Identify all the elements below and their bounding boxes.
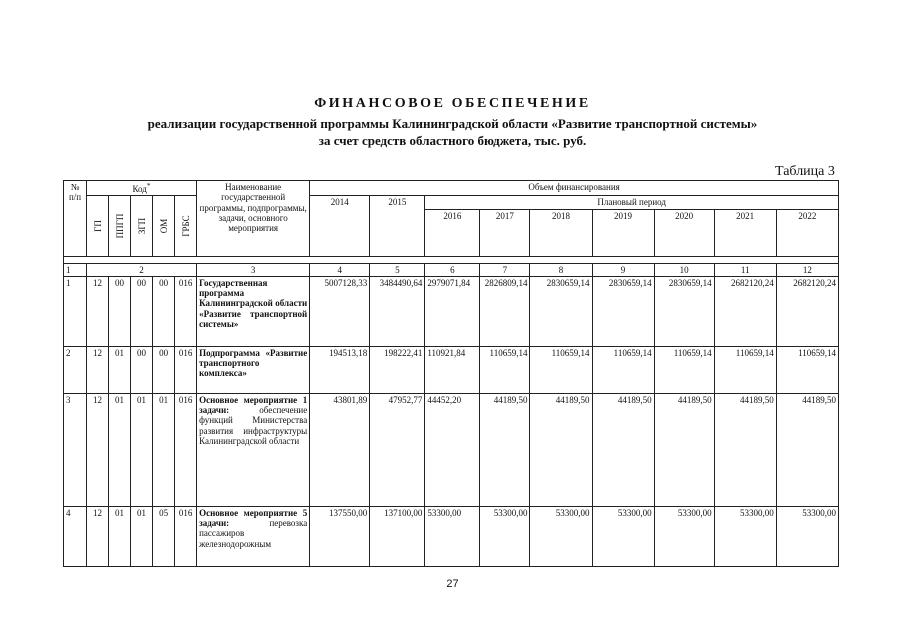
row-name-bold: Подпрограмма «Развитие транспортного комплекса» — [199, 347, 308, 379]
row-value: 2979071,84 — [425, 276, 480, 346]
row-name-text: перевозка пассажиров железнодорожным — [199, 518, 308, 549]
table-label: Таблица 3 — [775, 164, 835, 179]
document-subtitle-units: за счет средств областного бюджета, тыс. руб. — [318, 133, 587, 148]
header-code-gp: ГП — [87, 196, 109, 256]
row-code: 016 — [175, 393, 197, 506]
header-year: 2018 — [530, 209, 592, 256]
row-value: 44189,50 — [654, 393, 714, 506]
row-value: 43801,89 — [310, 393, 370, 506]
row-value: 137100,00 — [370, 506, 425, 566]
row-value: 44189,50 — [776, 393, 838, 506]
row-value: 110659,14 — [480, 346, 530, 393]
row-value: 2682120,24 — [714, 276, 776, 346]
column-number: 2 — [87, 263, 197, 276]
row-name — [197, 393, 310, 506]
row-value: 194513,18 — [310, 346, 370, 393]
column-number: 1 — [64, 263, 87, 276]
row-code: 01 — [109, 506, 131, 566]
row-value: 137550,00 — [310, 506, 370, 566]
row-name — [197, 506, 310, 566]
row-value: 44452,20 — [425, 393, 480, 506]
row-value: 2830659,14 — [654, 276, 714, 346]
row-name — [197, 346, 310, 393]
column-number: 6 — [425, 263, 480, 276]
row-value: 198222,41 — [370, 346, 425, 393]
header-year: 2022 — [776, 209, 838, 256]
header-code: Код* — [87, 181, 197, 196]
row-code: 12 — [87, 506, 109, 566]
row-code: 00 — [153, 346, 175, 393]
row-code: 016 — [175, 506, 197, 566]
header-funding: Объем финансирования — [310, 181, 839, 196]
page-number: 27 — [446, 578, 459, 590]
row-value: 53300,00 — [714, 506, 776, 566]
column-number: 10 — [654, 263, 714, 276]
row-value: 5007128,33 — [310, 276, 370, 346]
row-value: 44189,50 — [592, 393, 654, 506]
separator-row — [64, 256, 839, 263]
row-value: 3484490,64 — [370, 276, 425, 346]
row-value: 53300,00 — [592, 506, 654, 566]
row-code: 016 — [175, 276, 197, 346]
row-code: 00 — [131, 346, 153, 393]
header-code-grbs: ГРБС — [175, 196, 197, 256]
column-number: 12 — [776, 263, 838, 276]
row-name-bold: Основное мероприятие 1 задачи: — [199, 394, 308, 416]
row-value: 2826809,14 — [480, 276, 530, 346]
row-value: 53300,00 — [654, 506, 714, 566]
row-code: 00 — [131, 276, 153, 346]
row-code: 00 — [153, 276, 175, 346]
column-number: 3 — [197, 263, 310, 276]
header-year: 2020 — [654, 209, 714, 256]
row-code: 01 — [109, 346, 131, 393]
row-code: 01 — [131, 506, 153, 566]
row-name-bold: Государственная программа Калининградской области «Развитие транспортной системы» — [199, 277, 308, 330]
row-name-bold: Основное мероприятие 5 задачи: — [199, 507, 308, 529]
table-row — [64, 393, 839, 506]
document-title: ФИНАНСОВОЕ ОБЕСПЕЧЕНИЕ — [314, 96, 591, 111]
row-value: 53300,00 — [480, 506, 530, 566]
row-number: 4 — [64, 506, 87, 566]
row-name — [197, 276, 310, 346]
row-name-text: обеспечение функций Министерства развития инфраструктуры Калининградской области — [199, 405, 308, 447]
column-number: 7 — [480, 263, 530, 276]
column-number: 4 — [310, 263, 370, 276]
table-row — [64, 276, 839, 346]
row-code: 01 — [153, 393, 175, 506]
column-number: 11 — [714, 263, 776, 276]
row-value: 110659,14 — [592, 346, 654, 393]
row-value: 110659,14 — [714, 346, 776, 393]
row-value: 110659,14 — [776, 346, 838, 393]
row-value: 44189,50 — [480, 393, 530, 506]
row-value: 53300,00 — [776, 506, 838, 566]
row-code: 12 — [87, 393, 109, 506]
header-year: 2017 — [480, 209, 530, 256]
header-row-2 — [64, 196, 839, 209]
row-number: 1 — [64, 276, 87, 346]
header-year: 2016 — [425, 209, 480, 256]
row-code: 016 — [175, 346, 197, 393]
row-value: 2682120,24 — [776, 276, 838, 346]
row-code: 01 — [131, 393, 153, 506]
header-code-om: ОМ — [153, 196, 175, 256]
row-code: 12 — [87, 346, 109, 393]
header-code-ppgp: ППГП — [109, 196, 131, 256]
document-subtitle: реализации государственной программы Калининградской области «Развитие транспортной системы» — [147, 116, 758, 131]
header-planned: Плановый период — [425, 196, 839, 209]
row-value: 44189,50 — [530, 393, 592, 506]
header-name: Наименование государственной программы, подпрограммы, задачи, основного мероприятия — [197, 181, 310, 257]
row-value: 47952,77 — [370, 393, 425, 506]
row-value: 110659,14 — [530, 346, 592, 393]
row-code: 12 — [87, 276, 109, 346]
header-year: 2021 — [714, 209, 776, 256]
row-value: 53300,00 — [530, 506, 592, 566]
header-year: 2014 — [310, 196, 370, 256]
column-number: 9 — [592, 263, 654, 276]
row-value: 53300,00 — [425, 506, 480, 566]
row-code: 01 — [109, 393, 131, 506]
funding-table — [63, 180, 839, 567]
row-value: 110659,14 — [654, 346, 714, 393]
header-code-zgp: ЗГП — [131, 196, 153, 256]
row-number: 3 — [64, 393, 87, 506]
header-no: № п/п — [64, 181, 87, 257]
table-row — [64, 346, 839, 393]
column-number: 8 — [530, 263, 592, 276]
column-number: 5 — [370, 263, 425, 276]
row-code: 05 — [153, 506, 175, 566]
header-year: 2019 — [592, 209, 654, 256]
row-value: 110921,84 — [425, 346, 480, 393]
table-body — [64, 276, 839, 566]
row-value: 2830659,14 — [592, 276, 654, 346]
header-year: 2015 — [370, 196, 425, 256]
header-row-1 — [64, 181, 839, 196]
column-number-row — [64, 263, 839, 276]
row-value: 44189,50 — [714, 393, 776, 506]
table-row — [64, 506, 839, 566]
row-value: 2830659,14 — [530, 276, 592, 346]
row-number: 2 — [64, 346, 87, 393]
row-code: 00 — [109, 276, 131, 346]
